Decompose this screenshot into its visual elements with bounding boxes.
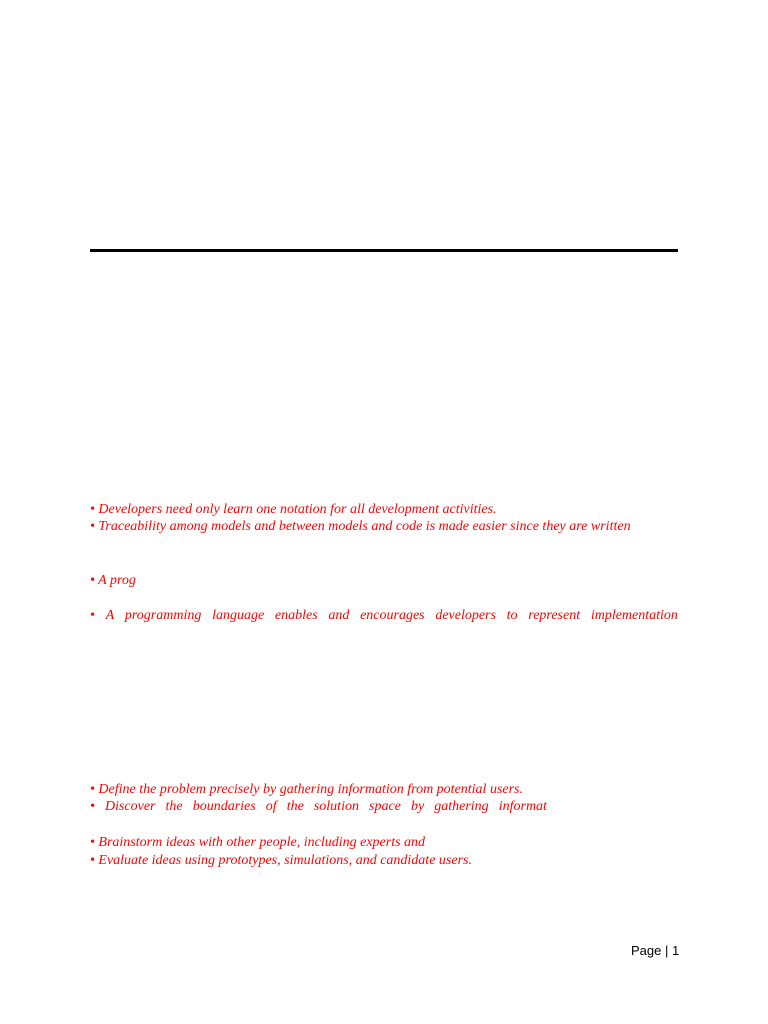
word: informat xyxy=(498,799,547,814)
word: to xyxy=(506,608,518,623)
bullet-brainstorm: • Brainstorm ideas with other people, including experts and xyxy=(90,835,426,850)
word: programming xyxy=(124,608,202,623)
word: encourages xyxy=(360,608,425,623)
word: represent xyxy=(528,608,581,623)
word: and xyxy=(328,608,350,623)
word: the xyxy=(286,799,304,814)
word: • xyxy=(90,799,95,814)
word: language xyxy=(212,608,265,623)
bullet-developers-notation: • Developers need only learn one notation for all development activities. xyxy=(90,502,497,517)
word: • xyxy=(90,608,95,623)
bullet-define-problem: • Define the problem precisely by gathering information from potential users. xyxy=(90,782,524,797)
word: the xyxy=(165,799,183,814)
word: boundaries xyxy=(192,799,256,814)
word: by xyxy=(410,799,425,814)
bullet-traceability: • Traceability among models and between models and code is made easier since they are written xyxy=(90,519,631,534)
word: space xyxy=(369,799,401,814)
word: solution xyxy=(313,799,359,814)
word: gathering xyxy=(434,799,489,814)
word: enables xyxy=(274,608,318,623)
bullet-evaluate-ideas: • Evaluate ideas using prototypes, simulations, and candidate users. xyxy=(90,853,472,868)
page-number: Page | 1 xyxy=(631,943,680,958)
bullet-a-prog: • A prog xyxy=(90,573,136,588)
word: implementation xyxy=(590,608,678,623)
word: A xyxy=(105,608,115,623)
bullet-programming-language xyxy=(90,607,678,624)
word: of xyxy=(265,799,277,814)
header-rule xyxy=(90,249,678,252)
word: Discover xyxy=(104,799,156,814)
bullet-discover-boundaries xyxy=(90,798,547,815)
word: developers xyxy=(435,608,496,623)
